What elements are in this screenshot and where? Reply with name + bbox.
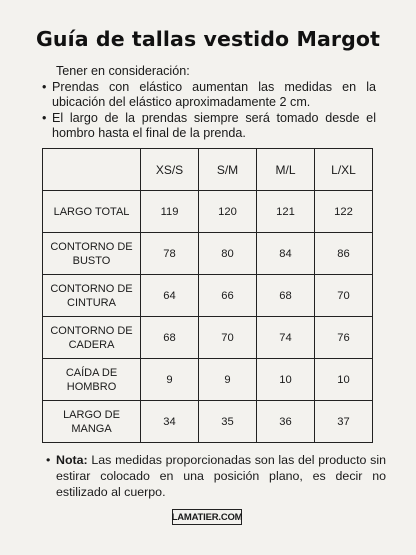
table-cell: 64	[141, 275, 199, 317]
table-cell: 84	[257, 233, 315, 275]
table-cell: 120	[199, 191, 257, 233]
brand-logo: LAMATIER.COM	[172, 509, 242, 525]
table-row	[43, 233, 373, 275]
intro-bullet: • Prendas con elástico aumentan las medidas en la ubicación del elástico aproximadamente 2 cm.	[42, 80, 376, 111]
table-cell: 121	[257, 191, 315, 233]
table-cell: 36	[257, 401, 315, 443]
table-cell: 10	[315, 359, 373, 401]
row-label: CAÍDA DE HOMBRO	[43, 359, 141, 401]
table-row	[43, 275, 373, 317]
table-cell: 68	[141, 317, 199, 359]
row-label: LARGO TOTAL	[43, 191, 141, 233]
table-cell: 9	[199, 359, 257, 401]
row-label: CONTORNO DE CINTURA	[43, 275, 141, 317]
table-row	[43, 401, 373, 443]
table-cell: 78	[141, 233, 199, 275]
table-cell: 37	[315, 401, 373, 443]
table-cell: 122	[315, 191, 373, 233]
intro-lead: Tener en consideración:	[56, 64, 190, 78]
page-title: Guía de tallas vestido Margot	[36, 27, 380, 51]
size-header: L/XL	[315, 149, 373, 191]
size-header: S/M	[199, 149, 257, 191]
table-row	[43, 317, 373, 359]
note-text: Las medidas proporcionadas son las del producto sin estirar colocado en una posición plano, es decir no estilizado al cuerpo.	[56, 453, 386, 499]
table-row	[43, 359, 373, 401]
intro-section	[42, 64, 376, 142]
size-header: XS/S	[141, 149, 199, 191]
table-cell: 10	[257, 359, 315, 401]
table-corner-cell	[43, 149, 141, 191]
table-cell: 34	[141, 401, 199, 443]
row-label: LARGO DE MANGA	[43, 401, 141, 443]
table-cell: 35	[199, 401, 257, 443]
table-cell: 70	[315, 275, 373, 317]
table-cell: 74	[257, 317, 315, 359]
table-cell: 9	[141, 359, 199, 401]
row-label: CONTORNO DE BUSTO	[43, 233, 141, 275]
table-cell: 68	[257, 275, 315, 317]
row-label: CONTORNO DE CADERA	[43, 317, 141, 359]
table-cell: 66	[199, 275, 257, 317]
note-paragraph	[46, 452, 386, 500]
size-header: M/L	[257, 149, 315, 191]
table-cell: 76	[315, 317, 373, 359]
size-table	[42, 148, 373, 443]
table-cell: 70	[199, 317, 257, 359]
table-cell: 80	[199, 233, 257, 275]
table-cell: 86	[315, 233, 373, 275]
table-row	[43, 191, 373, 233]
table-header-row	[43, 149, 373, 191]
table-cell: 119	[141, 191, 199, 233]
intro-bullet: • El largo de la prendas siempre será tomado desde el hombro hasta el final de la prenda.	[42, 111, 376, 142]
note-label: Nota:	[56, 453, 88, 467]
